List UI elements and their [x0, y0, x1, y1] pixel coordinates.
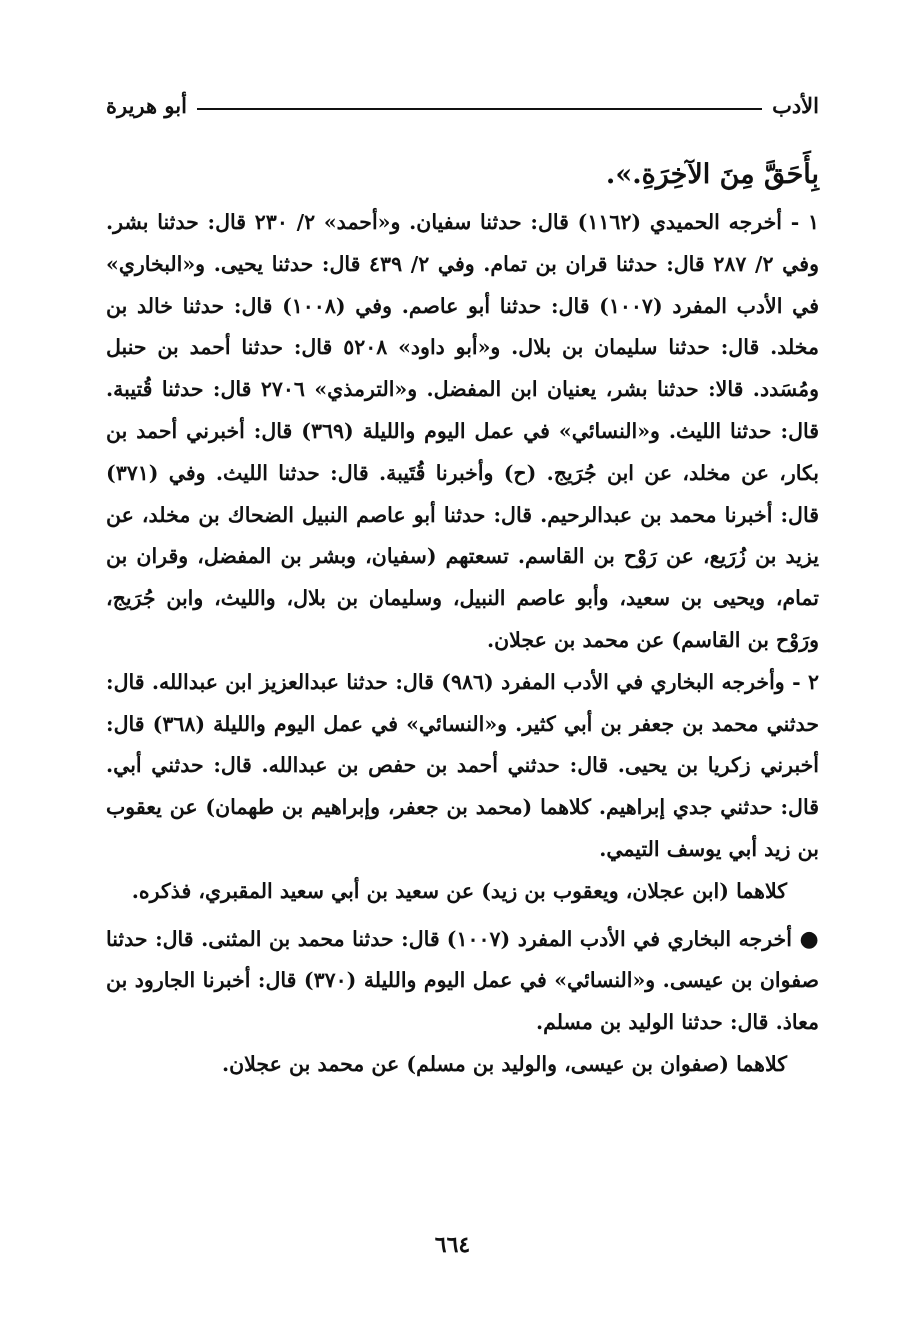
page-number: ٦٦٤: [434, 1232, 471, 1258]
takhrij-paragraph-4: [106, 919, 819, 1044]
hadith-closing-text: بِأَحَقَّ مِنَ الآخِرَةِ.».: [605, 159, 819, 190]
takhrij-paragraph-3: كلاهما (ابن عجلان، ويعقوب بن زيد) عن سعيد بن أبي سعيد المقبري، فذكره.: [131, 878, 787, 903]
takhrij-paragraph-2: ٢ - وأخرجه البخاري في الأدب المفرد (٩٨٦) قال: حدثنا عبدالعزيز ابن عبدالله. قال: حدثني محمد بن جعفر بن أبي كثير. و«النسائي» في عمل اليوم والليلة (٣٦٨) قال: أخبرني زكريا بن يحيى. قال: حدثني أحمد بن حفص بن عبدالله. قال: حدثني أبي. قال: حدثني جدي إبراهيم. كلاهما (محمد بن جعفر، وإبراهيم بن طهمان) عن يعقوب بن زيد أبي يوسف التيمي.: [106, 669, 819, 861]
bullet-icon: ●: [799, 925, 819, 952]
takhrij-paragraph-4-text: أخرجه البخاري في الأدب المفرد (١٠٠٧) قال: حدثنا محمد بن المثنى. قال: حدثنا صفوان بن عيسى. و«النسائي» في عمل اليوم والليلة (٣٧٠) قال: أخبرنا الجارود بن معاذ. قال: حدثنا الوليد بن مسلم.: [106, 926, 819, 1035]
header-chapter-title: الأدب: [772, 92, 819, 118]
takhrij-paragraph-1: ١ - أخرجه الحميدي (١١٦٢) قال: حدثنا سفيان. و«أحمد» ٢/ ٢٣٠ قال: حدثنا بشر. وفي ٢/ ٢٨٧ قال: حدثنا قران بن تمام. وفي ٢/ ٤٣٩ قال: حدثنا يحيى. و«البخاري» في الأدب المفرد (١٠٠٧) قال: حدثنا أبو عاصم. وفي (١٠٠٨) قال: حدثنا خالد بن مخلد. قال: حدثنا سليمان بن بلال. و«أبو داود» ٥٢٠٨ قال: حدثنا أحمد بن حنبل ومُسَدد. قالا: حدثنا بشر، يعنيان ابن المفضل. و«الترمذي» ٢٧٠٦ قال: حدثنا قُتيبة. قال: حدثنا الليث. و«النسائي» في عمل اليوم والليلة (٣٦٩) قال: أخبرني أحمد بن بكار، عن مخلد، عن ابن جُرَيج. (ح) وأخبرنا قُتَيبة. قال: حدثنا الليث. وفي (٣٧١) قال: أخبرنا محمد بن عبدالرحيم. قال: حدثنا أبو عاصم النبيل الضحاك بن مخلد، عن يزيد بن زُرَيع، عن رَوْح بن القاسم. تسعتهم (سفيان، وبشر بن المفضل، وقران بن تمام، ويحيى بن سعيد، وأبو عاصم النبيل، وسليمان بن بلال، والليث، وابن جُرَيج، ورَوْح بن القاسم) عن محمد بن عجلان.: [106, 210, 820, 652]
header-section-title: أبو هريرة: [106, 92, 187, 118]
running-header: [106, 88, 819, 122]
takhrij-paragraph-5: كلاهما (صفوان بن عيسى، والوليد بن مسلم) عن محمد بن عجلان.: [221, 1051, 787, 1076]
header-rule: [197, 108, 762, 110]
